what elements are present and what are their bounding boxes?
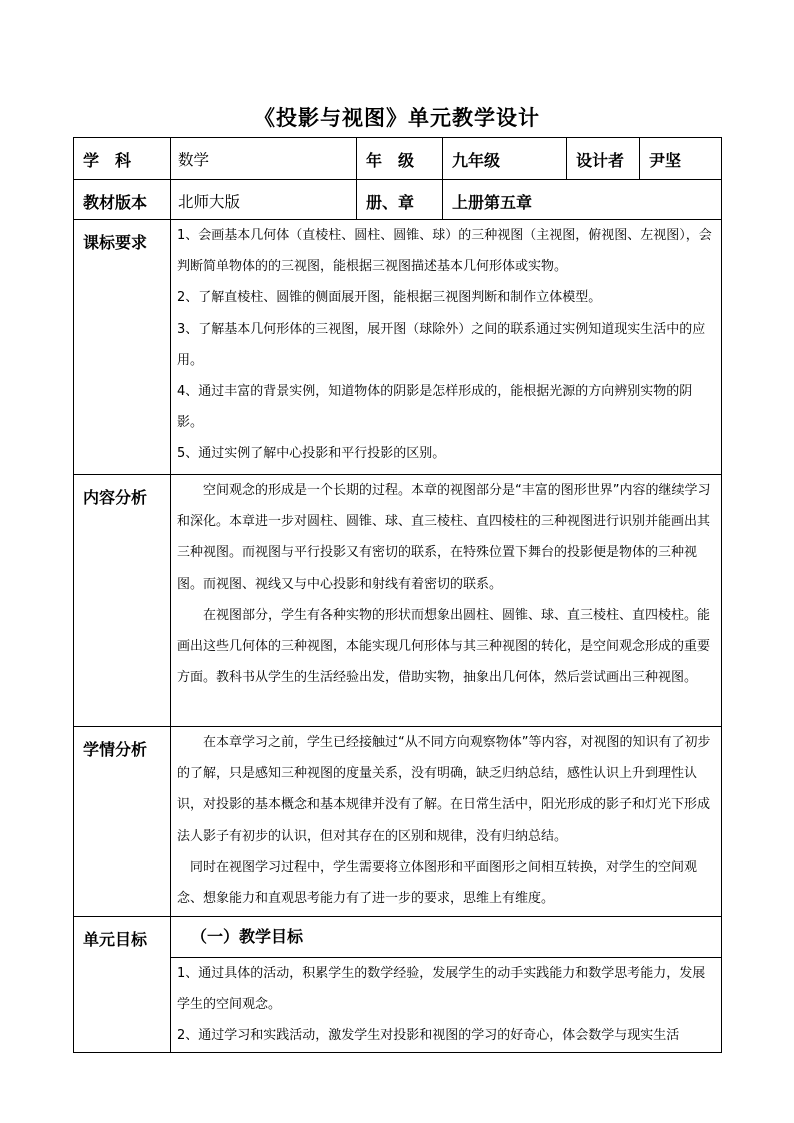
content-analysis-row	[74, 475, 722, 727]
goals-item: 1、通过具体的活动，积累学生的数学经验，发展学生的动手实践能力和数学思考能力，发展学生的空间观念。	[177, 966, 706, 1013]
content-paragraph: 空间观念的形成是一个长期的过程。本章的视图部分是“丰富的图形世界”内容的继续学习和深化。本章进一步对圆柱、圆锥、球、直三棱柱、直四棱柱的三种视图进行识别并能画出其三种视图。而视图与平行投影又有密切的联系，在特殊位置下舞台的投影便是物体的三种视图。而视图、视线又与中心投影和射线有着密切的联系。	[177, 483, 711, 592]
edition-value: 北师大版	[171, 180, 357, 220]
grade-label: 年 级	[357, 138, 443, 180]
student-analysis-label: 学情分析	[74, 727, 171, 917]
student-paragraph: 同时在视图学习过程中，学生需要将立体图形和平面图形之间相互转换，对学生的空间观念、想象能力和直观思考能力有了进一步的要求，思维上有维度。	[177, 859, 698, 907]
standards-item: 2、了解直棱柱、圆锥的侧面展开图，能根据三视图判断和制作立体模型。	[177, 290, 602, 306]
grade-value: 九年级	[443, 138, 567, 180]
standards-item: 3、了解基本几何形体的三视图，展开图（球除外）之间的联系通过实例知道现实生活中的应用。	[177, 321, 706, 368]
edition-row	[74, 180, 722, 220]
unit-goals-label: 单元目标	[74, 917, 171, 1053]
standards-label: 课标要求	[74, 220, 171, 475]
student-analysis-row	[74, 727, 722, 917]
edition-label: 教材版本	[74, 180, 171, 220]
volume-value: 上册第五章	[443, 180, 722, 220]
unit-goals-row	[74, 917, 722, 1053]
goals-item: 2、通过学习和实践活动，激发学生对投影和视图的学习的好奇心，体会数学与现实生活	[177, 1028, 680, 1044]
basic-info-row	[74, 138, 722, 180]
goals-subheading: （一）教学目标	[191, 927, 304, 946]
content-analysis-label: 内容分析	[74, 475, 171, 727]
content-analysis-text	[171, 475, 722, 727]
volume-label: 册、章	[357, 180, 443, 220]
designer-value: 尹坚	[640, 138, 722, 180]
standards-item: 4、通过丰富的背景实例，知道物体的阴影是怎样形成的，能根据光源的方向辨别实物的阴影。	[177, 384, 693, 431]
standards-content	[171, 220, 722, 475]
student-analysis-text	[171, 727, 722, 917]
design-table	[73, 137, 722, 1053]
designer-label: 设计者	[567, 138, 640, 180]
standards-row	[74, 220, 722, 475]
content-paragraph: 在视图部分，学生有各种实物的形状而想象出圆柱、圆锥、球、直三棱柱、直四棱柱。能画出这些几何体的三种视图，本能实现几何形体与其三种视图的转化，是空间观念形成的重要方面。教科书从学生的生活经验出发，借助实物，抽象出几何体，然后尝试画出三种视图。	[177, 607, 711, 686]
student-paragraph: 在本章学习之前，学生已经接触过“从不同方向观察物体”等内容，对视图的知识有了初步的了解，只是感知三种视图的度量关系，没有明确，缺乏归纳总结，感性认识上升到理性认识，对投影的基本概念和基本规律并没有了解。在日常生活中，阳光形成的影子和灯光下形成法人影子有初步的认识，但对其存在的区别和规律，没有归纳总结。	[177, 735, 711, 844]
unit-goals-content	[171, 917, 722, 1053]
page-title: 《投影与视图》单元教学设计	[254, 105, 540, 130]
standards-item: 5、通过实例了解中心投影和平行投影的区别。	[177, 446, 446, 462]
standards-item: 1、会画基本几何体（直棱柱、圆柱、圆锥、球）的三种视图（主视图，俯视图、左视图），会判断简单物体的的三视图，能根据三视图描述基本几何形体或实物。	[177, 228, 712, 275]
subject-label: 学 科	[74, 138, 171, 180]
subject-value: 数学	[171, 138, 357, 180]
